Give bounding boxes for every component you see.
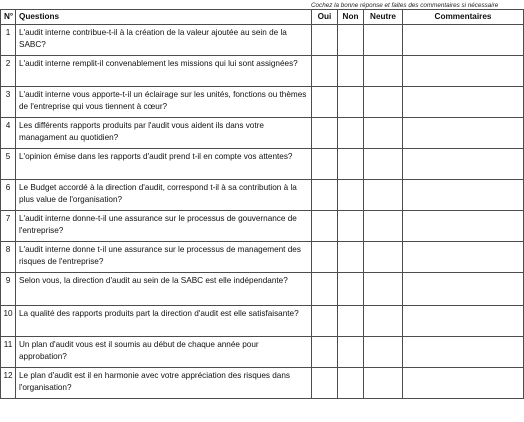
header-neutre: Neutre (364, 10, 403, 25)
comment-cell[interactable] (403, 242, 524, 273)
neutre-cell[interactable] (364, 337, 403, 368)
question-text: L'audit interne donne-t-il une assurance sur le processus de gouvernance de l'entreprise? (16, 211, 312, 242)
neutre-cell[interactable] (364, 180, 403, 211)
oui-cell[interactable] (312, 306, 338, 337)
non-cell[interactable] (338, 306, 364, 337)
neutre-cell[interactable] (364, 211, 403, 242)
comment-cell[interactable] (403, 337, 524, 368)
question-number: 12 (1, 368, 16, 399)
oui-cell[interactable] (312, 118, 338, 149)
neutre-cell[interactable] (364, 306, 403, 337)
question-number: 4 (1, 118, 16, 149)
question-text: Le plan d'audit est il en harmonie avec votre appréciation des risques dans l'organisation? (16, 368, 312, 399)
oui-cell[interactable] (312, 211, 338, 242)
question-text: L'audit interne donne t-il une assurance sur le processus de management des risques de l'entreprise? (16, 242, 312, 273)
comment-cell[interactable] (403, 306, 524, 337)
question-number: 9 (1, 273, 16, 306)
comment-cell[interactable] (403, 211, 524, 242)
table-row (1, 56, 524, 87)
question-number: 2 (1, 56, 16, 87)
non-cell[interactable] (338, 337, 364, 368)
table-row (1, 211, 524, 242)
oui-cell[interactable] (312, 337, 338, 368)
non-cell[interactable] (338, 56, 364, 87)
table-row (1, 149, 524, 180)
instruction-note: Cochez la bonne réponse et faites des commentaires si nécessaire (311, 2, 499, 9)
oui-cell[interactable] (312, 56, 338, 87)
non-cell[interactable] (338, 118, 364, 149)
comment-cell[interactable] (403, 87, 524, 118)
question-text: L'audit interne vous apporte-t-il un éclairage sur les unités, fonctions ou thèmes de l'entreprise qui vous tiennent à cœur? (16, 87, 312, 118)
question-number: 1 (1, 25, 16, 56)
neutre-cell[interactable] (364, 368, 403, 399)
comment-cell[interactable] (403, 273, 524, 306)
neutre-cell[interactable] (364, 273, 403, 306)
comment-cell[interactable] (403, 180, 524, 211)
question-text: L'opinion émise dans les rapports d'audit prend t-il en compte vos attentes? (16, 149, 312, 180)
comment-cell[interactable] (403, 368, 524, 399)
question-number: 7 (1, 211, 16, 242)
oui-cell[interactable] (312, 149, 338, 180)
non-cell[interactable] (338, 87, 364, 118)
oui-cell[interactable] (312, 242, 338, 273)
header-row (1, 10, 524, 25)
question-text: Selon vous, la direction d'audit au sein de la SABC est elle indépendante? (16, 273, 312, 306)
non-cell[interactable] (338, 273, 364, 306)
question-number: 10 (1, 306, 16, 337)
survey-table (0, 9, 524, 399)
oui-cell[interactable] (312, 25, 338, 56)
comment-cell[interactable] (403, 149, 524, 180)
comment-cell[interactable] (403, 25, 524, 56)
neutre-cell[interactable] (364, 25, 403, 56)
non-cell[interactable] (338, 242, 364, 273)
question-number: 6 (1, 180, 16, 211)
header-commentaires: Commentaires (403, 10, 524, 25)
table-row (1, 118, 524, 149)
header-non: Non (338, 10, 364, 25)
question-number: 8 (1, 242, 16, 273)
neutre-cell[interactable] (364, 242, 403, 273)
question-number: 5 (1, 149, 16, 180)
table-row (1, 368, 524, 399)
header-number: N° (1, 10, 16, 25)
non-cell[interactable] (338, 25, 364, 56)
non-cell[interactable] (338, 211, 364, 242)
question-text: Le Budget accordé à la direction d'audit, correspond t-il à sa contribution à la plus value de l'organisation? (16, 180, 312, 211)
table-row (1, 25, 524, 56)
question-text: L'audit interne contribue-t-il à la création de la valeur ajoutée au sein de la SABC? (16, 25, 312, 56)
table-row (1, 337, 524, 368)
neutre-cell[interactable] (364, 87, 403, 118)
comment-cell[interactable] (403, 56, 524, 87)
table-row (1, 180, 524, 211)
oui-cell[interactable] (312, 273, 338, 306)
header-questions: Questions (16, 10, 312, 25)
non-cell[interactable] (338, 368, 364, 399)
oui-cell[interactable] (312, 87, 338, 118)
question-text: L'audit interne remplit-il convenablement les missions qui lui sont assignées? (16, 56, 312, 87)
oui-cell[interactable] (312, 368, 338, 399)
header-oui: Oui (312, 10, 338, 25)
comment-cell[interactable] (403, 118, 524, 149)
table-row (1, 242, 524, 273)
neutre-cell[interactable] (364, 118, 403, 149)
table-row (1, 273, 524, 306)
question-text: La qualité des rapports produits part la direction d'audit est elle satisfaisante? (16, 306, 312, 337)
question-text: Les différents rapports produits par l'audit vous aident ils dans votre managament au quotidien? (16, 118, 312, 149)
question-text: Un plan d'audit vous est il soumis au début de chaque année pour approbation? (16, 337, 312, 368)
table-row (1, 87, 524, 118)
non-cell[interactable] (338, 149, 364, 180)
neutre-cell[interactable] (364, 56, 403, 87)
neutre-cell[interactable] (364, 149, 403, 180)
question-number: 3 (1, 87, 16, 118)
oui-cell[interactable] (312, 180, 338, 211)
table-row (1, 306, 524, 337)
question-number: 11 (1, 337, 16, 368)
non-cell[interactable] (338, 180, 364, 211)
